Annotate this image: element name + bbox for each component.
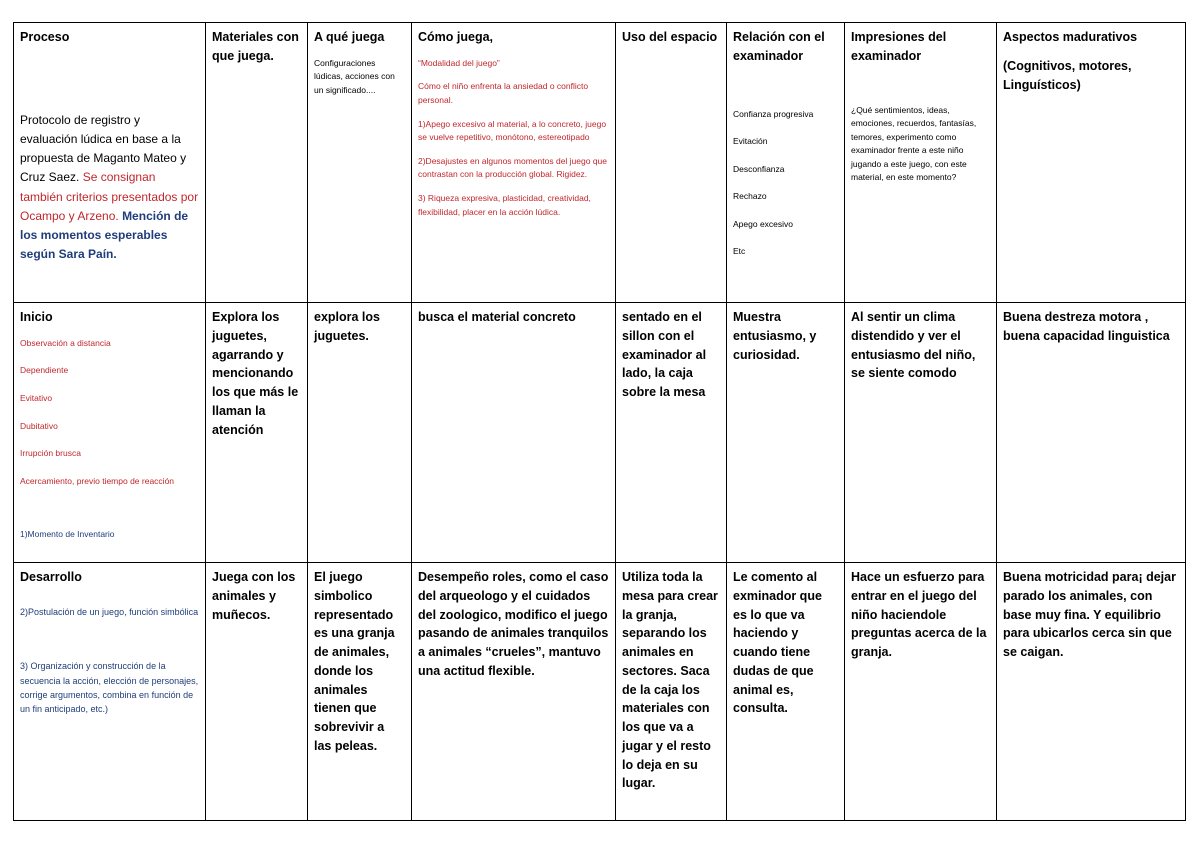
desarrollo-a-que-juega-cell: El juego simbolico representado es una granja de animales, donde los animales tienen que sobrevivir a las peleas. (308, 563, 412, 821)
header-materiales-cell (206, 23, 308, 303)
inicio-item: Acercamiento, previo tiempo de reacción (20, 475, 175, 486)
desarrollo-materiales-cell: Juega con los animales y muñecos. (206, 563, 308, 821)
header-como-juega-title: Cómo juega, (418, 30, 494, 44)
desarrollo-item2: 2)Postulación de un juego, función simbólica (20, 606, 199, 617)
relacion-item: Confianza progresiva (733, 108, 814, 119)
inicio-impresiones-cell: Al sentir un clima distendido y ver el entusiasmo del niño, se siente comodo (845, 303, 997, 563)
como-juega-item3: 3) Riqueza expresiva, plasticidad, creatividad, flexibilidad, placer en la acción lúdica. (418, 192, 591, 217)
inicio-como-juega-cell: busca el material concreto (412, 303, 616, 563)
header-como-juega-cell (412, 23, 616, 303)
inicio-item: Evitativo (20, 392, 53, 403)
relacion-item: Evitación (733, 136, 768, 147)
header-a-que-juega-title: A qué juega (314, 30, 385, 44)
relacion-item: Apego excesivo (733, 218, 794, 229)
relacion-item: Desconfianza (733, 163, 785, 174)
a-que-juega-desc: Configuraciones lúdicas, acciones con un significado.... (314, 57, 395, 95)
inicio-title: Inicio (20, 310, 53, 324)
relacion-item: Etc (733, 246, 746, 257)
desarrollo-proceso-cell (14, 563, 206, 821)
relacion-item: Rechazo (733, 191, 767, 202)
desarrollo-item3: 3) Organización y construcción de la secuencia la acción, elección de personajes, corrige argumentos, combina en función de un fin anticipado, etc.) (20, 661, 199, 715)
desarrollo-relacion-cell: Le comento al exminador que es lo que va haciendo y cuando tiene dudas de que animal es, consulta. (727, 563, 845, 821)
inicio-a-que-juega-cell: explora los juguetes. (308, 303, 412, 563)
header-row (14, 23, 1186, 303)
header-materiales-title: Materiales con que juega. (212, 30, 299, 63)
proceso-desc-red: Se consignan también criterios presentados por Ocampo y Arzeno. (20, 170, 199, 223)
header-aspectos-title: Aspectos madurativos (1003, 30, 1138, 44)
inicio-proceso-cell (14, 303, 206, 563)
header-relacion-cell (727, 23, 845, 303)
evaluation-table (13, 22, 1186, 821)
header-uso-espacio-title: Uso del espacio (622, 30, 718, 44)
desarrollo-uso-espacio-cell: Utiliza toda la mesa para crear la granja, separando los animales en sectores. Saca de la caja los materiales con los que va a jugar y el resto lo deja en su lugar. (616, 563, 727, 821)
header-impresiones-title: Impresiones del examinador (851, 30, 947, 63)
como-juega-item1: 1)Apego excesivo al material, a lo concreto, juego se vuelve repetitivo, monótono, estereotipado (418, 118, 607, 143)
header-aspectos-cell (997, 23, 1186, 303)
header-relacion-title: Relación con el examinador (733, 30, 825, 63)
inicio-item: Dubitativo (20, 420, 58, 431)
header-proceso-cell (14, 23, 206, 303)
inicio-item: Observación a distancia (20, 337, 111, 348)
inicio-relacion-cell: Muestra entusiasmo, y curiosidad. (727, 303, 845, 563)
inicio-item: Irrupción brusca (20, 448, 81, 459)
header-uso-espacio-cell (616, 23, 727, 303)
desarrollo-title: Desarrollo (20, 570, 82, 584)
impresiones-desc: ¿Qué sentimientos, ideas, emociones, recuerdos, fantasías, temores, experimento como examinador frente a este niño jugando a este juego, con este material, en este momento? (851, 104, 977, 183)
inicio-item: Dependiente (20, 365, 69, 376)
proceso-desc-blue: Mención de los momentos esperables según Sara Paín. (20, 208, 189, 262)
proceso-desc-black: Protocolo de registro y evaluación lúdica en base a la propuesta de Maganto Mateo y Cruz Saez. (20, 112, 187, 185)
desarrollo-como-juega-cell: Desempeño roles, como el caso del arqueologo y el cuidados del zoologico, modifico el juego pasando de animales tranquilos a animales “crueles”, mantuvo una actitud flexible. (412, 563, 616, 821)
desarrollo-row (14, 563, 1186, 821)
como-juega-modalidad: “Modalidad del juego” (418, 57, 500, 68)
inicio-momento: 1)Momento de Inventario (20, 529, 115, 540)
header-impresiones-cell (845, 23, 997, 303)
inicio-row (14, 303, 1186, 563)
header-proceso-title: Proceso (20, 30, 70, 44)
inicio-uso-espacio-cell: sentado en el sillon con el examinador al lado, la caja sobre la mesa (616, 303, 727, 563)
como-juega-desc: Cómo el niño enfrenta la ansiedad o conflicto personal. (418, 81, 589, 105)
desarrollo-aspectos-cell: Buena motricidad para¡ dejar parado los animales, con base muy fina. Y equilibrio para ubicarlos cerca sin que se caigan. (997, 563, 1186, 821)
como-juega-item2: 2)Desajustes en algunos momentos del juego que contrastan con la producción global. Rigidez. (418, 155, 608, 180)
desarrollo-impresiones-cell: Hace un esfuerzo para entrar en el juego del niño haciendole preguntas acerca de la granja. (845, 563, 997, 821)
header-a-que-juega-cell (308, 23, 412, 303)
inicio-materiales-cell: Explora los juguetes, agarrando y mencionando los que más le llaman la atención (206, 303, 308, 563)
inicio-aspectos-cell: Buena destreza motora , buena capacidad linguistica (997, 303, 1186, 563)
header-aspectos-subtitle: (Cognitivos, motores, Linguísticos) (1003, 58, 1132, 92)
